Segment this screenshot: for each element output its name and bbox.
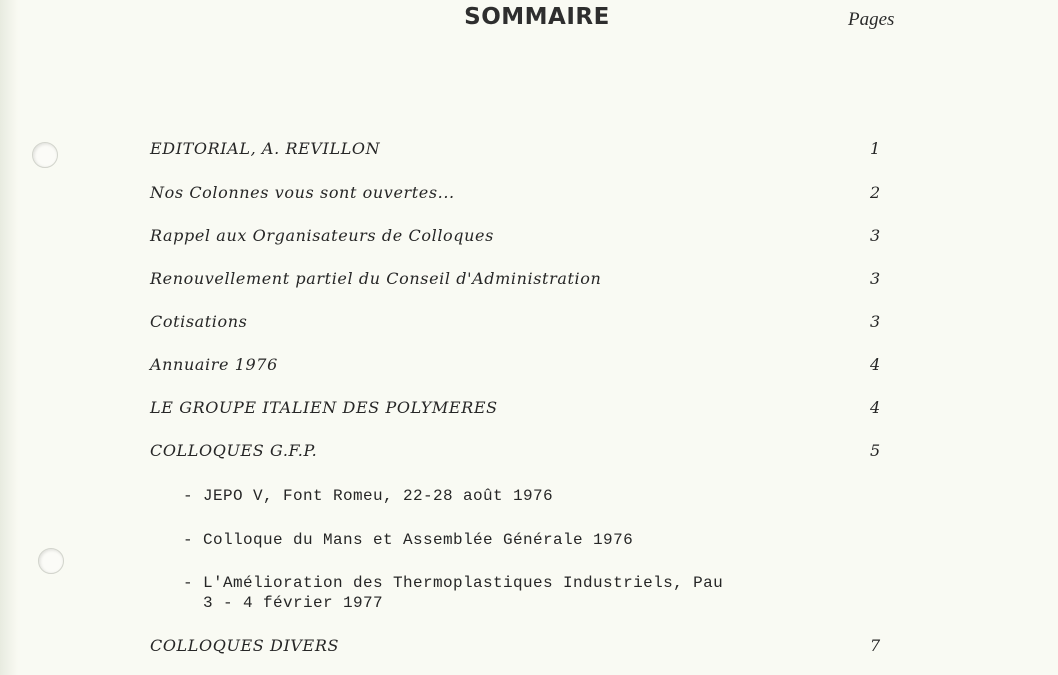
- toc-entry-label: Annuaire 1976: [150, 355, 278, 374]
- toc-entry-page: 3: [870, 312, 881, 331]
- subentry-dash: -: [183, 574, 194, 592]
- toc-entry-label: Cotisations: [150, 312, 248, 331]
- toc-entry-page: 5: [870, 441, 881, 460]
- toc-entry-label: COLLOQUES G.F.P.: [150, 441, 318, 460]
- toc-entry-page: 2: [870, 183, 881, 202]
- toc-subentry-jepo: [183, 487, 803, 505]
- toc-entry-colloques-divers: [150, 636, 880, 662]
- toc-entry-groupe-italien: [150, 398, 880, 424]
- toc-entry-label: EDITORIAL, A. REVILLON: [150, 139, 381, 158]
- toc-entry-page: 3: [870, 269, 881, 288]
- toc-entry-page: 4: [870, 398, 881, 417]
- toc-entry-colloques-gfp: [150, 441, 880, 467]
- subentry-text: L'Amélioration des Thermoplastiques Industriels, Pau: [203, 574, 724, 592]
- toc-entry-editorial: [150, 139, 880, 165]
- subentry-dash: -: [183, 487, 194, 505]
- toc-entry-annuaire: [150, 355, 880, 381]
- toc-entry-label: Nos Colonnes vous sont ouvertes...: [150, 183, 455, 202]
- pages-column-label: Pages: [848, 9, 895, 30]
- toc-entry-rappel: [150, 226, 880, 252]
- toc-entry-label: LE GROUPE ITALIEN DES POLYMERES: [150, 398, 498, 417]
- toc-entry-colonnes: [150, 183, 880, 209]
- toc-entry-label: Renouvellement partiel du Conseil d'Administration: [150, 269, 602, 288]
- toc-entry-page: 1: [870, 139, 881, 158]
- toc-entry-page: 3: [870, 226, 881, 245]
- toc-entry-label: COLLOQUES DIVERS: [150, 636, 340, 655]
- toc-subentry-pau: [183, 574, 803, 612]
- page-title: SOMMAIRE: [464, 4, 610, 30]
- toc-entry-page: 7: [870, 636, 881, 655]
- subentry-text: Colloque du Mans et Assemblée Générale 1976: [203, 531, 634, 549]
- toc-entry-renouvellement: [150, 269, 880, 295]
- subentry-continuation: 3 - 4 février 1977: [203, 594, 384, 612]
- toc-subentry-mans: [183, 531, 803, 549]
- toc-entry-page: 4: [870, 355, 881, 374]
- toc-entry-label: Rappel aux Organisateurs de Colloques: [150, 226, 494, 245]
- toc-entry-cotisations: [150, 312, 880, 338]
- subentry-dash: -: [183, 531, 194, 549]
- subentry-text: JEPO V, Font Romeu, 22-28 août 1976: [203, 487, 554, 505]
